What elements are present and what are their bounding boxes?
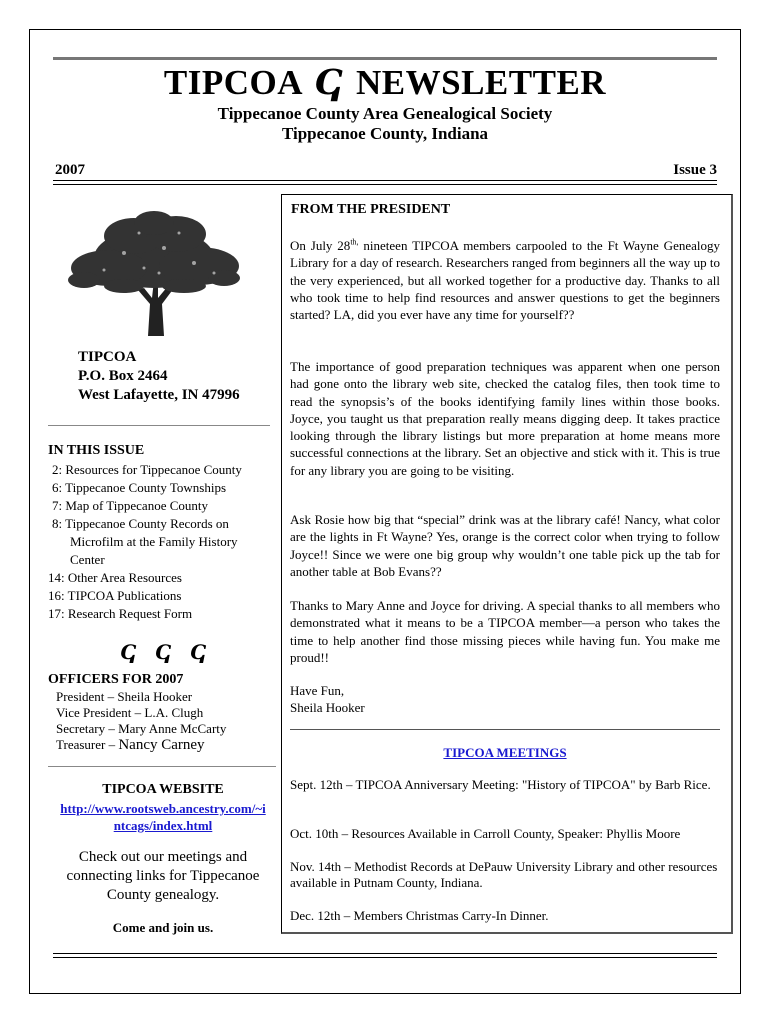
website-link-line[interactable]: ntcags/index.html (113, 818, 213, 833)
newsletter-title (0, 62, 770, 103)
paragraph-text: On July 28 (290, 238, 351, 253)
address-line: P.O. Box 2464 (78, 368, 168, 384)
toc-item: 7: Map of Tippecanoe County (52, 498, 208, 513)
treasurer-label: Treasurer – (56, 737, 119, 752)
toc-item: Microfilm at the Family History (70, 534, 238, 549)
closing (290, 682, 720, 717)
meeting-item: Nov. 14th – Methodist Records at DePauw University Library and other resources available in Putnam County, Indiana. (290, 859, 718, 890)
title-ornament: ↅ (314, 63, 343, 102)
officers-heading: OFFICERS FOR 2007 (48, 672, 184, 687)
president-paragraph: Ask Rosie how big that “special” drink was at the library café! Nancy, what color are the lights in Ft Wayne? Yes, orange is the correct color when trying to follow Joyce!! Since we were one big group why wouldn’t one table pick up the tab for another table at Bob Evans?? (290, 512, 720, 579)
toc-item: 2: Resources for Tippecanoe County (52, 462, 242, 477)
officer-entry: Secretary – Mary Anne McCarty (56, 721, 227, 736)
toc-list (48, 461, 278, 623)
toc-item: 8: Tippecanoe County Records on (52, 516, 229, 531)
meetings-heading[interactable]: TIPCOA MEETINGS (443, 745, 567, 760)
title-left: TIPCOA (163, 63, 302, 102)
header-double-rule (53, 180, 717, 185)
meetings-divider (290, 729, 720, 730)
address-line: West Lafayette, IN 47996 (78, 387, 240, 403)
president-paragraph (290, 237, 720, 323)
officer-entry: Vice President – L.A. Clugh (56, 705, 204, 720)
meeting-item: Oct. 10th – Resources Available in Carroll County, Speaker: Phyllis Moore (290, 826, 681, 841)
toc-item: Center (70, 552, 105, 567)
signature-name: Sheila Hooker (290, 700, 365, 716)
website-link[interactable] (48, 800, 278, 834)
paragraph-text: nineteen TIPCOA members carpooled to the Ft Wayne Genealogy Library for a day of research. Researchers ranged from beginners all the way up to the very experienced, but all worked together for a productive day. Thanks to all who took time to help find resources and answer questions to get the beginners started? LA, did you ever have any time for yourself?? (290, 238, 720, 323)
meeting-item: Sept. 12th – TIPCOA Anniversary Meeting: "History of TIPCOA" by Barb Rice. (290, 777, 711, 792)
officers-list (56, 689, 226, 753)
website-link-line[interactable]: http://www.rootsweb.ancestry.com/~i (60, 801, 266, 816)
toc-item: 6: Tippecanoe County Townships (52, 480, 227, 495)
officer-entry: President – Sheila Hooker (56, 689, 193, 704)
address-line: TIPCOA (78, 349, 137, 365)
president-heading: FROM THE PRESIDENT (291, 202, 451, 217)
society-name: Tippecanoe County Area Genealogical Society (217, 104, 553, 123)
toc-heading: IN THIS ISSUE (48, 443, 145, 458)
toc-item: 16: TIPCOA Publications (48, 588, 182, 603)
sidebar-divider (48, 425, 270, 426)
meeting-item: Dec. 12th – Members Christmas Carry-In Dinner. (290, 908, 549, 923)
mailing-address (78, 348, 240, 405)
top-rule (53, 57, 717, 60)
officer-entry (56, 737, 226, 753)
year-label: 2007 (55, 162, 85, 178)
title-right: NEWSLETTER (355, 63, 607, 102)
president-paragraph: The importance of good preparation techniques was apparent when one person had gone onto the library web site, checked the catalog files, then took time to read the synopsis’s of the books identifying family lines within those books. Joyce, you taught us that preparation really means digging deep. It takes practice looking through the library listings but more preparation at home means more successful connections at the library. Set an objective and stick with it. This is true for any library you are going to be visiting. (290, 359, 720, 478)
ornament-row: ↅ ↅ ↅ (120, 642, 206, 664)
closing-line: Have Fun, (290, 683, 345, 698)
website-heading: TIPCOA WEBSITE (102, 782, 224, 797)
toc-item: 17: Research Request Form (48, 606, 193, 621)
bottom-double-rule (53, 953, 717, 958)
join-text: Come and join us. (112, 920, 214, 935)
president-paragraph: Thanks to Mary Anne and Joyce for driving. A special thanks to all members who demonstrated what it means to be a TIPCOA member—a person who takes the time to help another find those missing pieces while having fun. You make me proud!! (290, 598, 720, 665)
checkout-text: Check out our meetings and connecting links for Tippecanoe County genealogy. (66, 849, 260, 903)
toc-item: 14: Other Area Resources (48, 570, 182, 585)
treasurer-name: Nancy Carney (118, 737, 205, 753)
issue-label: Issue 3 (673, 162, 717, 178)
county-name: Tippecanoe County, Indiana (281, 124, 489, 143)
superscript: th, (350, 237, 359, 247)
oak-tree-image (64, 208, 244, 338)
sidebar-divider (48, 766, 276, 767)
